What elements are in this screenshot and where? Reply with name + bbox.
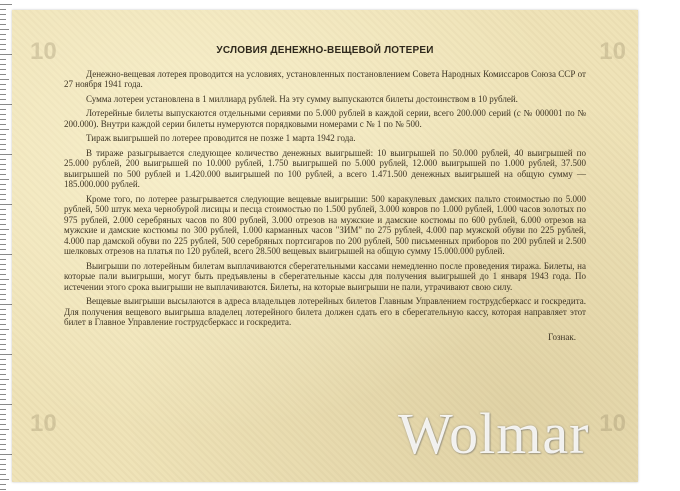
ruler-tick	[0, 214, 6, 215]
ruler-tick	[0, 254, 12, 255]
ruler-tick	[0, 429, 9, 430]
ruler-tick	[0, 324, 6, 325]
ruler-tick	[0, 354, 12, 355]
ruler-tick	[0, 374, 6, 375]
ruler-tick	[0, 44, 6, 45]
ruler-tick	[0, 439, 6, 440]
ruler-tick	[0, 174, 6, 175]
ruler-tick	[0, 119, 6, 120]
paragraph-cash-prizes: В тираже разыгрывается следующее количество денежных выигрышей: 10 выигрышей по 50.000 рублей, 40 выигрышей по 25.000 рублей, 200 выигрышей по 10.000 рублей, 1.750 выигрышей по 5.000 рублей, 12.000 выигрышей по 1.000 рублей, 37.500 выигрышей по 500 рублей и 1.420.000 выигрышей по 100 рублей, а всего 1.471.500 денежных выигрышей на общую сумму — 185.000.000 рублей.	[64, 147, 586, 189]
ruler-tick	[0, 84, 6, 85]
ruler-tick	[0, 474, 6, 475]
ruler-tick	[0, 79, 9, 80]
ruler-tick	[0, 219, 6, 220]
ruler-tick	[0, 194, 6, 195]
ruler-tick	[0, 39, 6, 40]
ruler-tick	[0, 459, 6, 460]
ruler-tick	[0, 69, 6, 70]
ruler-tick	[0, 14, 6, 15]
ruler-tick	[0, 409, 6, 410]
ruler-tick	[0, 434, 6, 435]
ruler-tick	[0, 89, 6, 90]
ruler-tick	[0, 9, 6, 10]
paragraph-goods-delivery: Вещевые выигрыши высылаются в адреса владельцев лотерейных билетов Главным Управлением гострудсберкасс и госкредита. Для получения вещевого выигрыша владелец лотерейного билета должен сдать его в сберегательную кассу, которая направляет этот билет в Главное Управление гострудсберкасс и госкредита.	[64, 296, 586, 327]
ruler-tick	[0, 274, 6, 275]
issuer-signature: Гознак.	[548, 331, 576, 342]
ruler-tick	[0, 29, 9, 30]
corner-denomination-top-right: 10	[599, 38, 626, 65]
ruler-tick	[0, 104, 12, 105]
ruler-tick	[0, 294, 6, 295]
ruler-tick	[0, 464, 6, 465]
ruler-tick	[0, 319, 6, 320]
ruler-tick	[0, 484, 6, 485]
ruler-tick	[0, 134, 6, 135]
ruler-tick	[0, 244, 6, 245]
ruler-tick	[0, 379, 9, 380]
ruler-tick	[0, 229, 9, 230]
ruler-tick	[0, 149, 6, 150]
ruler-tick	[0, 109, 6, 110]
paragraph-basis: Денежно-вещевая лотерея проводится на условиях, установленных постановлением Совета Народных Комиссаров Союза ССР от 27 ноября 1941 года.	[64, 68, 586, 89]
ruler-tick	[0, 179, 9, 180]
ruler-tick	[0, 19, 6, 20]
ruler-tick	[0, 264, 6, 265]
ruler-tick	[0, 154, 12, 155]
corner-denomination-bottom-right: 10	[599, 410, 626, 437]
ruler-tick	[0, 279, 9, 280]
ruler-tick	[0, 204, 12, 205]
ruler-tick	[0, 449, 6, 450]
ruler-tick	[0, 159, 6, 160]
ruler-tick	[0, 309, 6, 310]
corner-denomination-bottom-left: 10	[30, 410, 57, 437]
ruler-tick	[0, 54, 12, 55]
ruler-tick	[0, 64, 6, 65]
ruler-tick	[0, 394, 6, 395]
ruler-tick	[0, 389, 6, 390]
ruler-tick	[0, 99, 6, 100]
ruler-tick	[0, 94, 6, 95]
ruler-tick	[0, 384, 6, 385]
ruler-tick	[0, 339, 6, 340]
ruler-tick	[0, 469, 6, 470]
ruler-tick	[0, 234, 6, 235]
ruler-tick	[0, 359, 6, 360]
ruler-tick	[0, 334, 6, 335]
ruler-tick	[0, 209, 6, 210]
ruler-tick	[0, 34, 6, 35]
ruler-tick	[0, 289, 6, 290]
ruler-tick	[0, 284, 6, 285]
ruler-tick	[0, 239, 6, 240]
ruler-tick	[0, 304, 12, 305]
ruler-tick	[0, 164, 6, 165]
ruler-tick	[0, 169, 6, 170]
ruler-tick	[0, 344, 6, 345]
ruler-tick	[0, 479, 9, 480]
corner-denomination-top-left: 10	[30, 38, 57, 65]
paragraph-amount: Сумма лотереи установлена в 1 миллиард рублей. На эту сумму выпускаются билеты достоинством в 10 рублей.	[86, 93, 518, 104]
ruler-tick	[0, 419, 6, 420]
ruler-tick	[0, 4, 12, 5]
ruler-tick	[0, 24, 6, 25]
ruler-tick	[0, 399, 6, 400]
ruler-tick	[0, 189, 6, 190]
ruler-tick	[0, 349, 6, 350]
ruler-tick	[0, 444, 6, 445]
terms-text-block	[64, 46, 586, 342]
ruler-tick	[0, 489, 6, 490]
ruler-tick	[0, 259, 6, 260]
ruler-tick	[0, 424, 6, 425]
ruler-tick	[0, 404, 12, 405]
ruler-tick	[0, 224, 6, 225]
ruler-tick	[0, 114, 6, 115]
ruler-tick	[0, 184, 6, 185]
ruler-tick	[0, 329, 9, 330]
document-title: УСЛОВИЯ ДЕНЕЖНО-ВЕЩЕВОЙ ЛОТЕРЕИ	[216, 45, 434, 56]
watermark-logo: Wolmar	[398, 401, 590, 466]
ruler-tick	[0, 414, 6, 415]
ruler-tick	[0, 249, 6, 250]
paragraph-goods-prizes: Кроме того, по лотерее разыгрывается следующие вещевые выигрыши: 500 каракулевых дамских пальто стоимостью по 5.000 рублей, 500 штук меха чернобурой лисицы и песца стоимостью по 1.500 рублей, 3.000 ковров по 1.000 рублей, 1.000 часов золотых по 975 рублей, 2.000 серебряных часов по 800 рублей, 3.000 отрезов на мужские и дамские костюмы по 600 рублей, 6.000 отрезов на мужские и дамские костюмы по 300 рублей, 1.000 карманных часов "ЗИМ" по 275 рублей, 4.000 пар мужской обуви по 225 рублей, 4.000 пар дамской обуви по 225 рублей, 500 серебряных портсигаров по 200 рублей, 500 письменных приборов по 200 рублей и 2.500 шелковых отрезов на платья по 120 рублей, всего 28.500 вещевых выигрышей на общую сумму 15.000.000 рублей.	[64, 193, 586, 256]
ruler-tick	[0, 49, 6, 50]
ruler-tick	[0, 299, 6, 300]
ruler-tick	[0, 314, 6, 315]
ruler-tick	[0, 59, 6, 60]
ruler-tick	[0, 269, 6, 270]
ruler-tick	[0, 199, 6, 200]
ruler-tick	[0, 369, 6, 370]
ruler-tick	[0, 124, 6, 125]
ruler-tick	[0, 364, 6, 365]
ruler-tick	[0, 454, 12, 455]
ruler-tick	[0, 129, 9, 130]
paragraph-payout: Выигрыши по лотерейным билетам выплачиваются сберегательными кассами немедленно после проведения тиража. Билеты, на которые пали выигрыши, могут быть предъявлены в сберегательные кассы для получения выигрышей до 1 января 1943 года. По истечении этого срока выигрыши не выплачиваются. Билеты, на которые выигрыши не пали, утрачивают свою силу.	[64, 260, 586, 292]
paragraph-series: Лотерейные билеты выпускаются отдельными сериями по 5.000 рублей в каждой серии, всего 200.000 серий (с № 000001 по № 200.000). Внутри каждой серии билеты нумеруются порядковыми номерами с № 1 по № 500.	[64, 108, 586, 129]
ruler-tick	[0, 139, 6, 140]
paragraph-draw-date: Тираж выигрышей по лотерее проводится не позже 1 марта 1942 года.	[86, 133, 356, 143]
ruler-tick	[0, 144, 6, 145]
ruler-tick	[0, 74, 6, 75]
